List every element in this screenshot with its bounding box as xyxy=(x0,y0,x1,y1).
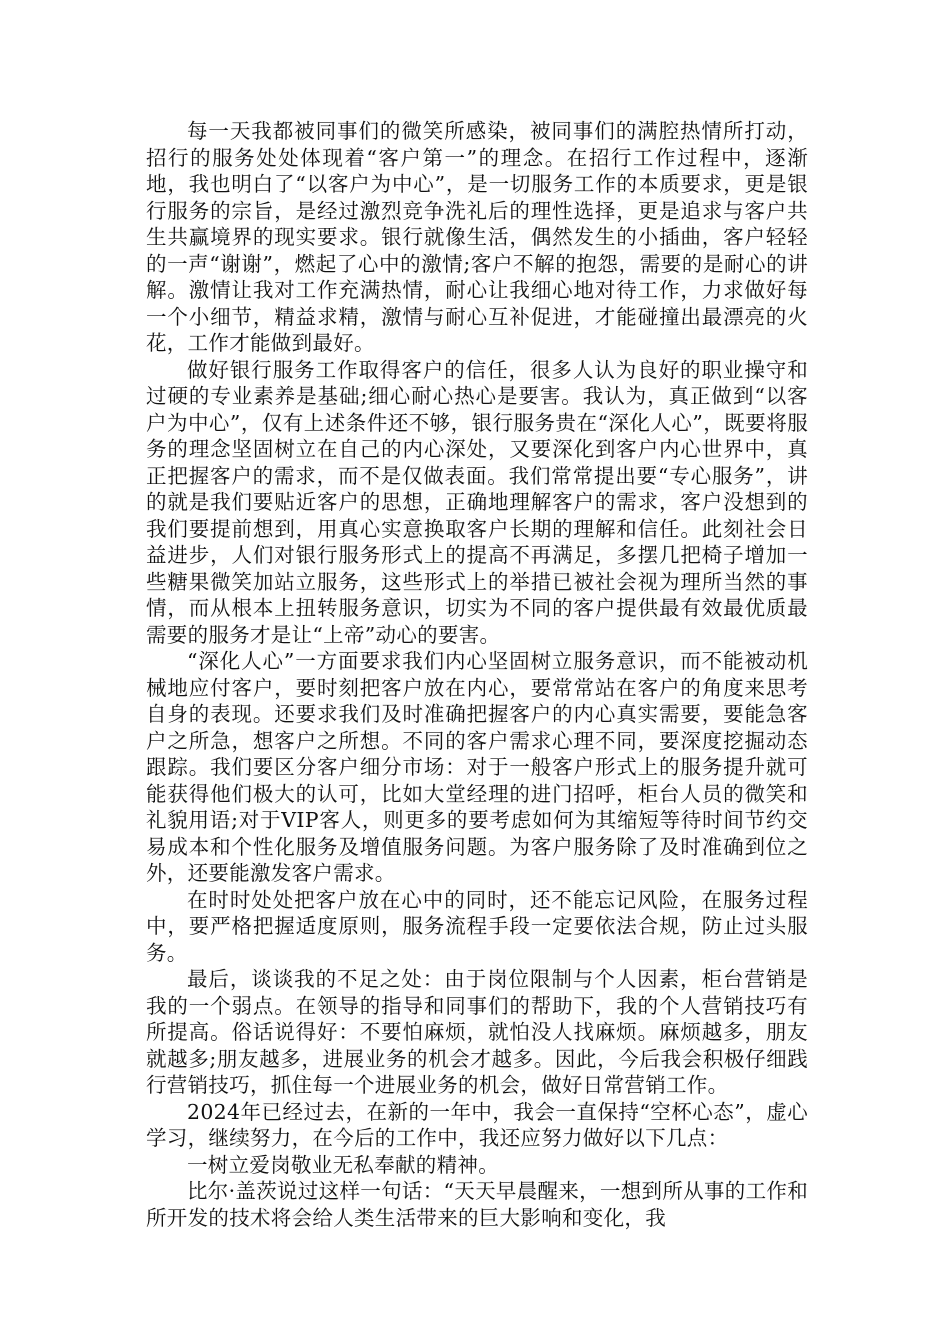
paragraph-deepen-hearts: “深化人心”一方面要求我们内心坚固树立服务意识，而不能被动机械地应付客户，要时刻把客户放在内心，要常常站在客户的角度来思考自身的表现。还要求我们及时准确把握客户的内心真实需要，要能急客户之所急，想客户之所想。不同的客户需求心理不同，要深度挖掘动态跟踪。我们要区分客户细分市场：对于一般客户形式上的服务提升就可能获得他们极大的认可，比如大堂经理的进门招呼，柜台人员的微笑和礼貌用语;对于VIP客人，则更多的要考虑如何为其缩短等待时间节约交易成本和个性化服务及增值服务问题。为客户服务除了及时准确到位之外，还要能激发客户需求。 xyxy=(146,649,808,885)
paragraph-dedication-heading: 一树立爱岗敬业无私奉献的精神。 xyxy=(187,1152,499,1177)
paragraph-shortcomings: 最后，谈谈我的不足之处：由于岗位限制与个人因素，柜台营销是我的一个弱点。在领导的指导和同事们的帮助下，我的个人营销技巧有所提高。俗话说得好：不要怕麻烦，就怕没人找麻烦。麻烦越多，朋友就越多;朋友越多，进展业务的机会才越多。因此，今后我会积极仔细践行营销技巧，抓住每一个进展业务的机会，做好日常营销工作。 xyxy=(146,967,808,1097)
paragraph-risk: 在时时处处把客户放在心中的同时，还不能忘记风险，在服务过程中，要严格把握适度原则，服务流程手段一定要依法合规，防止过头服务。 xyxy=(146,887,808,965)
paragraph-customer-trust: 做好银行服务工作取得客户的信任，很多人认为良好的职业操守和过硬的专业素养是基础;细心耐心热心是要害。我认为，真正做到“以客户为中心”，仅有上述条件还不够，银行服务贵在“深化人心”，既要将服务的理念坚固树立在自己的内心深处，又要深化到客户内心世界中，真正把握客户的需求，而不是仅做表面。我们常常提出要“专心服务”，讲的就是我们要贴近客户的思想，正确地理解客户的需求，客户没想到的我们要提前想到，用真心实意换取客户长期的理解和信任。此刻社会日益进步，人们对银行服务形式上的提高不再满足，多摆几把椅子增加一些糖果微笑加站立服务，这些形式上的举措已被社会视为理所当然的事情，而从根本上扭转服务意识，切实为不同的客户提供最有效最优质最需要的服务才是让“上帝”动心的要害。 xyxy=(146,357,808,647)
paragraph-bill-gates-quote: 比尔·盖茨说过这样一句话：“天天早晨醒来，一想到所从事的工作和所开发的技术将会给人类生活带来的巨大影响和变化，我 xyxy=(146,1179,808,1230)
paragraph-new-year: 2024年已经过去，在新的一年中，我会一直保持“空杯心态”，虚心学习，继续努力，在今后的工作中，我还应努力做好以下几点： xyxy=(146,1099,808,1150)
document-body xyxy=(146,118,808,1231)
paragraph-customer-first: 每一天我都被同事们的微笑所感染，被同事们的满腔热情所打动，招行的服务处处体现着“客户第一”的理念。在招行工作过程中，逐渐地，我也明白了“以客户为中心”，是一切服务工作的本质要求，更是银行服务的宗旨，是经过激烈竞争洗礼后的理性选择，更是追求与客户共生共赢境界的现实要求。银行就像生活，偶然发生的小插曲，客户轻轻的一声“谢谢”，燃起了心中的激情;客户不解的抱怨，需要的是耐心的讲解。激情让我对工作充满热情，耐心让我细心地对待工作，力求做好每一个小细节，精益求精，激情与耐心互补促进，才能碰撞出最漂亮的火花，工作才能做到最好。 xyxy=(146,119,808,355)
